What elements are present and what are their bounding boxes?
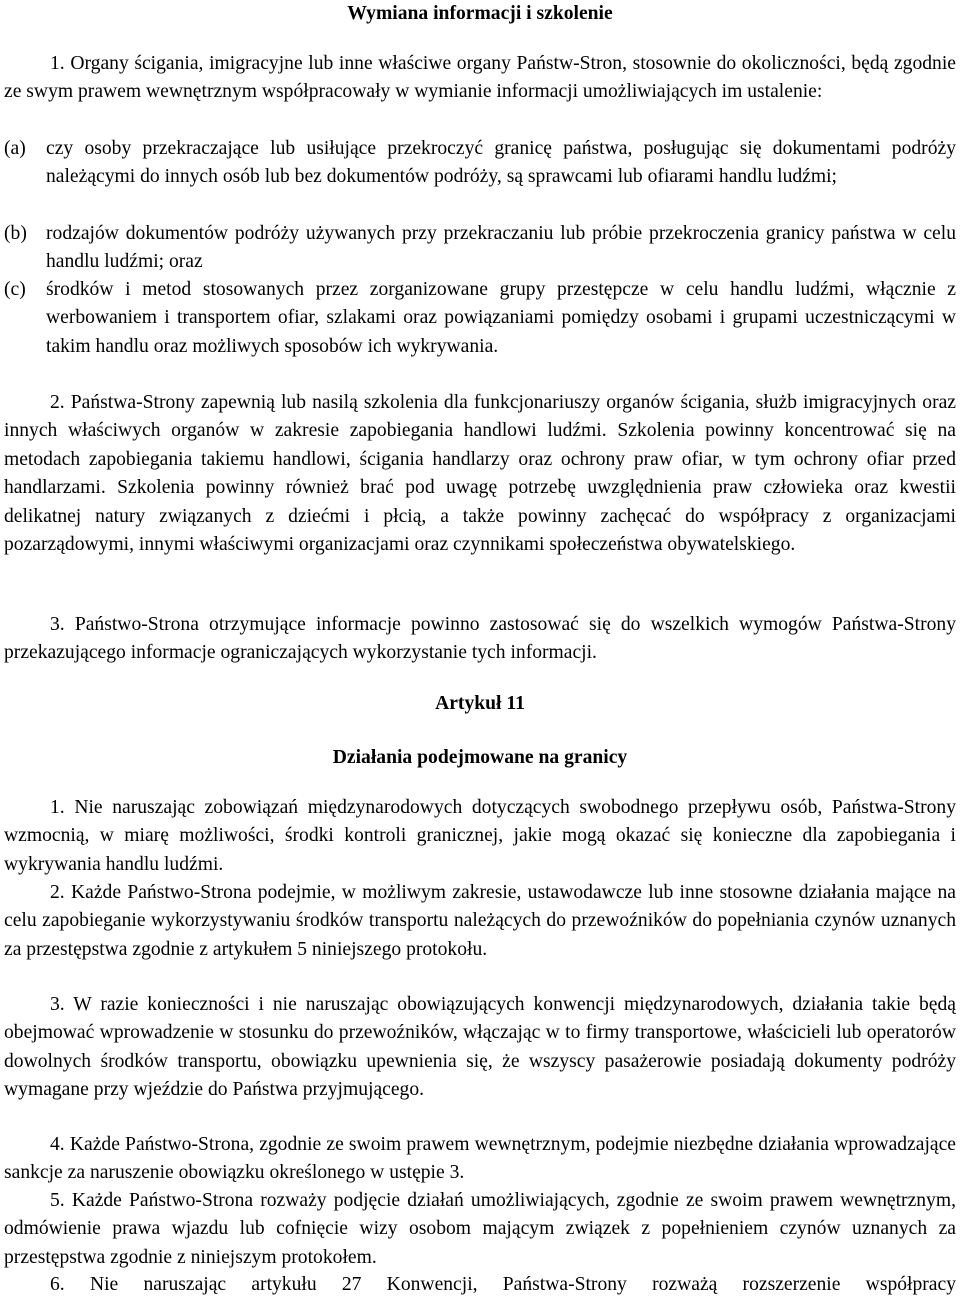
paragraph-text: Państwo-Strona otrzymujące informacje powinno zastosować się do wszelkich wymogów Państwa-Strony przekazującego informacje ograniczających wykorzystanie tych informacji. [4, 614, 956, 664]
article-paragraph-5 [4, 1187, 956, 1272]
paragraph-number: 1. [50, 797, 65, 818]
paragraph-2 [4, 389, 956, 559]
list-item-label: (a) [4, 138, 26, 159]
article-paragraph-2 [4, 879, 956, 964]
paragraph-number: 1. [50, 53, 65, 74]
article-paragraph-4 [4, 1131, 956, 1188]
paragraph-1 [4, 50, 956, 107]
list-item [4, 135, 956, 192]
paragraph-number: 6. [50, 1274, 65, 1295]
list-item-label: (c) [4, 279, 26, 300]
article-subtitle: Działania podejmowane na granicy [332, 747, 628, 768]
paragraph-text: Nie naruszając artykułu 27 Konwencji, Państwa-Strony rozważą rozszerzenie współpracy [89, 1274, 956, 1295]
paragraph-text: Organy ścigania, imigracyjne lub inne właściwe organy Państw-Stron, stosownie do okoliczności, będą zgodnie ze swym prawem wewnętrznym współpracowały w wymianie informacji umożliwiających im ustalenie: [4, 53, 956, 103]
paragraph-text: Każde Państwo-Strona podejmie, w możliwym zakresie, ustawodawcze lub inne stosowne działania mające na celu zapobieganie wykorzystywaniu środków transportu należących do przewoźników do popełniania czynów uznanych za przestępstwa zgodnie z artykułem 5 niniejszego protokołu. [4, 882, 957, 960]
list-item-text: czy osoby przekraczające lub usiłujące przekroczyć granicę państwa, posługując się dokumentami podróży należącymi do innych osób lub bez dokumentów podróży, są sprawcami lub ofiarami handlu ludźmi; [46, 138, 956, 188]
article-paragraph-3 [4, 991, 956, 1105]
paragraph-number: 4. [50, 1134, 65, 1155]
paragraph-text: Każde Państwo-Strona rozważy podjęcie działań umożliwiających, zgodnie ze swoim prawem wewnętrznym, odmówienie prawa wjazdu lub cofnięcie wizy osobom mającym związek z popełnieniem czynów uznanych za przestępstwa zgodnie z niniejszym protokołem. [4, 1190, 956, 1268]
paragraph-number: 3. [50, 994, 65, 1015]
paragraph-number: 3. [50, 614, 65, 635]
paragraph-text: W razie konieczności i nie naruszając obowiązujących konwencji międzynarodowych, działania takie będą obejmować wprowadzenie w stosunku do przewoźników, włączając w to firmy transportowe, właścicieli lub operatorów dowolnych środków transportu, obowiązku upewnienia się, że wszyscy pasażerowie posiadają dokumenty podróży wymagane przy wjeździe do Państwa przyjmującego. [4, 994, 956, 1101]
list-item [4, 276, 956, 361]
list-item-text: rodzajów dokumentów podróży używanych przy przekraczaniu lub próbie przekroczenia granicy państwa w celu handlu ludźmi; oraz [46, 223, 956, 273]
paragraph-number: 2. [50, 882, 65, 903]
paragraph-text: Nie naruszając zobowiązań międzynarodowych dotyczących swobodnego przepływu osób, Państwa-Strony wzmocnią, w miarę możliwości, środki kontroli granicznej, jakie mogą okazać się konieczne dla zapobiegania i wykrywania handlu ludźmi. [4, 797, 956, 875]
paragraph-number: 5. [50, 1190, 65, 1211]
list-item [4, 220, 956, 277]
article-paragraph-1 [4, 794, 956, 879]
list-item-label: (b) [4, 223, 27, 244]
section-heading: Wymiana informacji i szkolenie [347, 3, 613, 24]
paragraph-text: Państwa-Strony zapewnią lub nasilą szkolenia dla funkcjonariuszy organów ścigania, służb imigracyjnych oraz innych właściwych organów w zakresie zapobiegania handlowi ludźmi. Szkolenia powinny koncentrować się na metodach zapobiegania takiemu handlowi, ścigania handlarzy oraz ochrony praw ofiar, w tym ochrony ofiar przed handlarzami. Szkolenia powinny również brać pod uwagę potrzebę uwzględnienia praw człowieka oraz kwestii delikatnej natury związanych z dziećmi i płcią, a także powinny zachęcać do współpracy z organizacjami pozarządowymi, innymi właściwymi organizacjami oraz czynnikami społeczeństwa obywatelskiego. [4, 392, 957, 556]
list-item-text: środków i metod stosowanych przez zorganizowane grupy przestępcze w celu handlu ludźmi, włącznie z werbowaniem i transportem ofiar, szlakami oraz powiązaniami pomiędzy osobami i grupami uczestniczącymi w takim handlu oraz możliwych sposobów ich wykrywania. [46, 279, 956, 357]
paragraph-3 [4, 611, 956, 668]
paragraph-number: 2. [50, 392, 65, 413]
paragraph-text: Każde Państwo-Strona, zgodnie ze swoim prawem wewnętrznym, podejmie niezbędne działania wprowadzające sankcje za naruszenie obowiązku określonego w ustępie 3. [4, 1134, 956, 1184]
article-title: Artykuł 11 [435, 693, 525, 714]
article-paragraph-6 [4, 1271, 956, 1299]
